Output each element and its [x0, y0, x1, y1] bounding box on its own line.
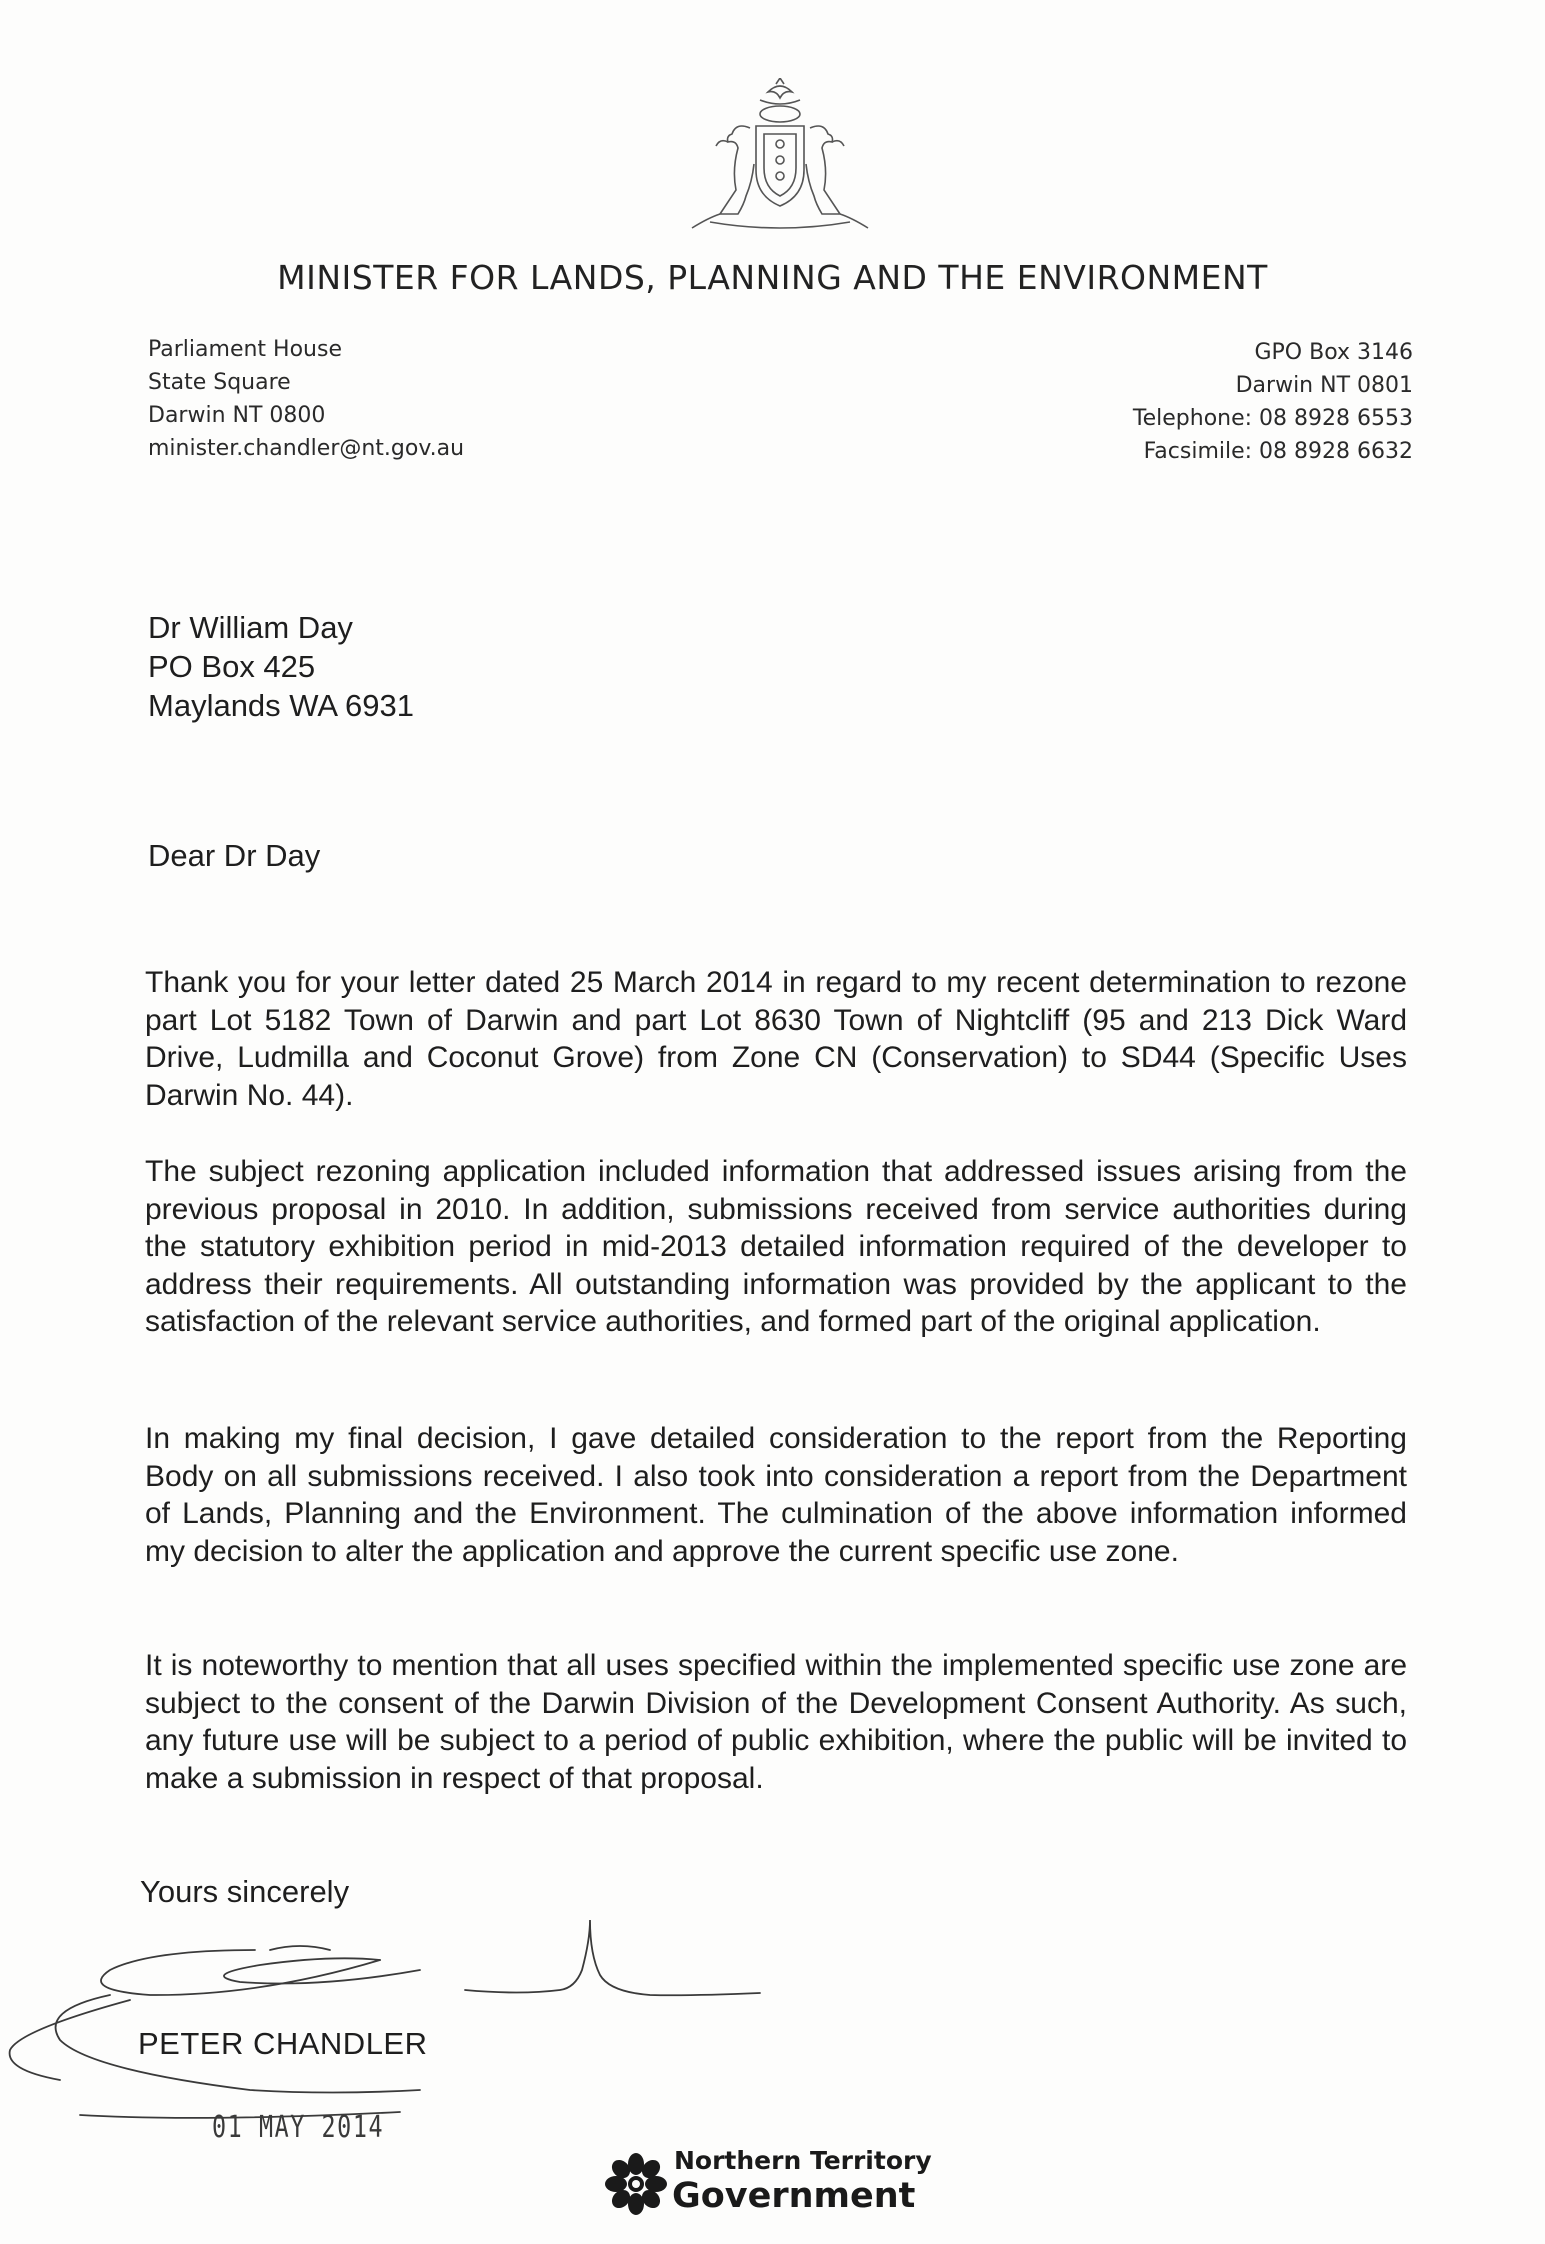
facsimile-line: Facsimile: 08 8928 6632	[1143, 439, 1413, 464]
ministry-title: MINISTER FOR LANDS, PLANNING AND THE ENVIRONMENT	[277, 258, 1268, 297]
signatory-name: PETER CHANDLER	[138, 2026, 428, 2061]
org-name-line1: Northern Territory	[674, 2146, 932, 2175]
telephone-line: Telephone: 08 8928 6553	[1132, 406, 1413, 431]
handwritten-signature	[0, 1900, 800, 2130]
body-paragraph: It is noteworthy to mention that all uses specified within the implemented specific use zone are subject to the consent of the Darwin Division of the Development Consent Authority. As such, any future use will be subject to a period of public exhibition, where the public will be invited to make a submission in respect of that proposal.	[145, 1649, 1407, 1795]
address-line: State Square	[148, 370, 291, 395]
email-address: minister.chandler@nt.gov.au	[148, 436, 465, 461]
address-line: Darwin NT 0801	[1235, 373, 1413, 398]
sender-address-left	[148, 333, 464, 465]
body-paragraph: In making my final decision, I gave detailed consideration to the report from the Reporting Body on all submissions received. I also took into consideration a report from the Department of Lands, Planning and the Environment. The culmination of the above information informed my decision to alter the application and approve the current specific use zone.	[145, 1422, 1407, 1568]
closing: Yours sincerely	[140, 1874, 350, 1909]
date-stamp: 01 MAY 2014	[212, 2110, 385, 2145]
address-line: Parliament House	[148, 337, 342, 362]
recipient-line: PO Box 425	[148, 649, 316, 684]
nt-government-flower-logo-icon	[604, 2152, 668, 2216]
salutation: Dear Dr Day	[148, 838, 321, 873]
sender-address-right	[1133, 336, 1413, 468]
address-line: GPO Box 3146	[1254, 340, 1413, 365]
recipient-line: Maylands WA 6931	[148, 688, 414, 723]
recipient-line: Dr William Day	[148, 610, 353, 645]
recipient-address	[148, 608, 414, 725]
body-paragraph: The subject rezoning application included information that addressed issues arising from the previous proposal in 2010. In addition, submissions received from service authorities during the statutory exhibition period in mid-2013 detailed information required of the developer to address their requirements. All outstanding information was provided by the applicant to the satisfaction of the relevant service authorities, and formed part of the original application.	[145, 1155, 1407, 1338]
nt-coat-of-arms-icon	[680, 78, 880, 238]
org-name-line2: Government	[672, 2176, 916, 2216]
footer-logo	[604, 2146, 1024, 2226]
body-paragraph: Thank you for your letter dated 25 March 2014 in regard to my recent determination to rezone part Lot 5182 Town of Darwin and part Lot 8630 Town of Nightcliff (95 and 213 Dick Ward Drive, Ludmilla and Coconut Grove) from Zone CN (Conservation) to SD44 (Specific Uses Darwin No. 44).	[145, 966, 1407, 1112]
address-line: Darwin NT 0800	[148, 403, 326, 428]
